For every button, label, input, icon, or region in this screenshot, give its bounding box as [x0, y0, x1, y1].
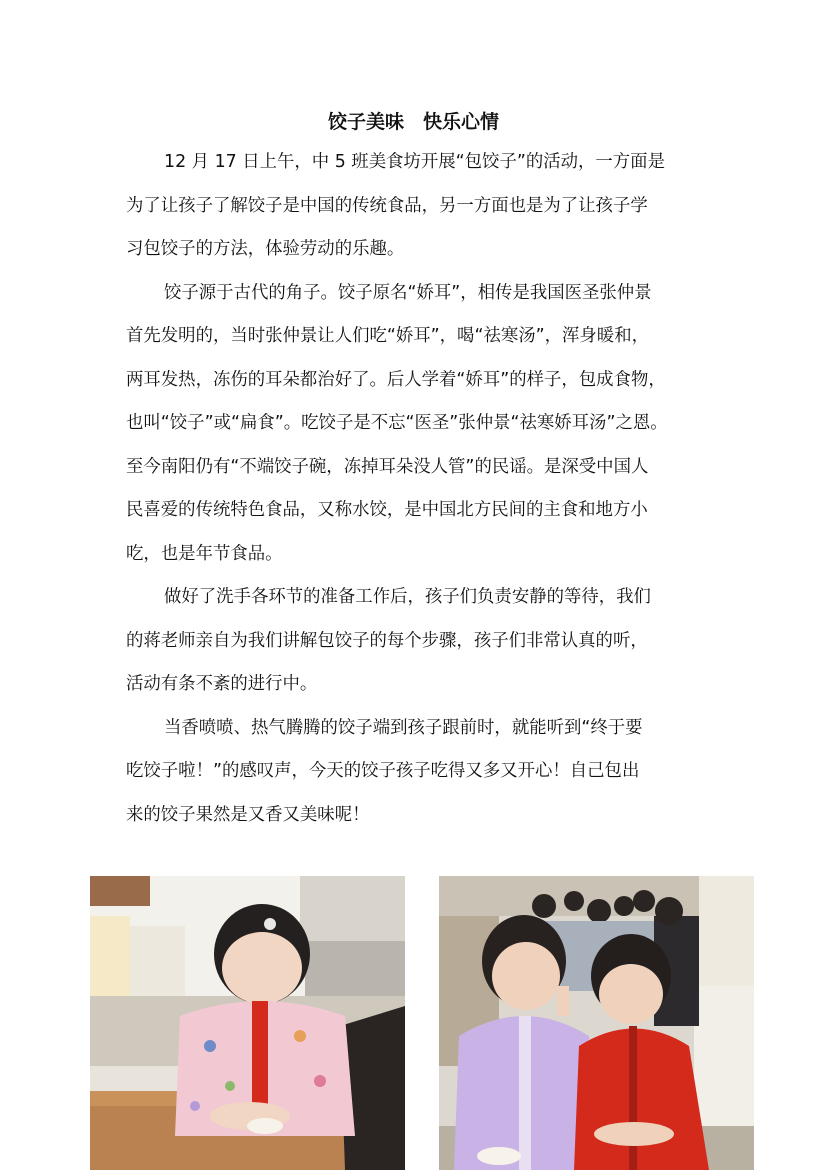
photo-girl-wrapping-dumpling-image [90, 876, 405, 1170]
document-title: 饺子美味 快乐心情 [327, 111, 499, 133]
paragraph-1-line-3: 习包饺子的方法，体验劳动的乐趣。 [126, 239, 405, 259]
paragraph-2-line-2: 首先发明的，当时张仲景让人们吃“娇耳”，喝“祛寒汤”，浑身暖和， [126, 326, 649, 346]
paragraph-1-line-1: 12 月 17 日上午，中 5 班美食坊开展“包饺子”的活动，一方面是 [164, 152, 665, 172]
paragraph-3-line-2: 的蒋老师亲自为我们讲解包饺子的每个步骤，孩子们非常认真的听， [126, 630, 648, 651]
paragraph-1-line-2: 为了让孩子了解饺子是中国的传统食品，另一方面也是为了让孩子学 [126, 195, 648, 216]
paragraph-2-line-4: 也叫“饺子”或“扁食”。吃饺子是不忘“医圣”张仲景“祛寒娇耳汤”之恩。 [126, 413, 668, 433]
paragraph-4-line-1: 当香喷喷、热气腾腾的饺子端到孩子跟前时，就能听到“终于要 [164, 717, 643, 738]
paragraph-2-line-6: 民喜爱的传统特色食品，又称水饺，是中国北方民间的主食和地方小 [126, 500, 648, 520]
paragraph-3-line-3: 活动有条不紊的进行中。 [126, 674, 318, 694]
paragraph-2-line-7: 吃，也是年节食品。 [126, 543, 283, 564]
document-body [126, 146, 716, 842]
paragraph-2-line-5: 至今南阳仍有“不端饺子碗，冻掉耳朵没人管”的民谣。是深受中国人 [126, 456, 649, 477]
paragraph-4-line-3: 来的饺子果然是又香又美味呢！ [126, 804, 370, 825]
paragraph-4-line-2: 吃饺子啦！”的感叹声，今天的饺子孩子吃得又多又开心！自己包出 [126, 761, 640, 781]
paragraph-2-line-1: 饺子源于古代的角子。饺子原名“娇耳”，相传是我国医圣张仲景 [164, 282, 652, 303]
photo-girl-wrapping-dumpling [90, 876, 405, 1170]
photo-children-smiling-image [439, 876, 754, 1170]
paragraph-3-line-1: 做好了洗手各环节的准备工作后，孩子们负责安静的等待，我们 [164, 587, 651, 607]
photo-children-smiling [439, 876, 754, 1170]
paragraph-2-line-3: 两耳发热，冻伤的耳朵都治好了。后人学着“娇耳”的样子，包成食物， [126, 369, 666, 390]
